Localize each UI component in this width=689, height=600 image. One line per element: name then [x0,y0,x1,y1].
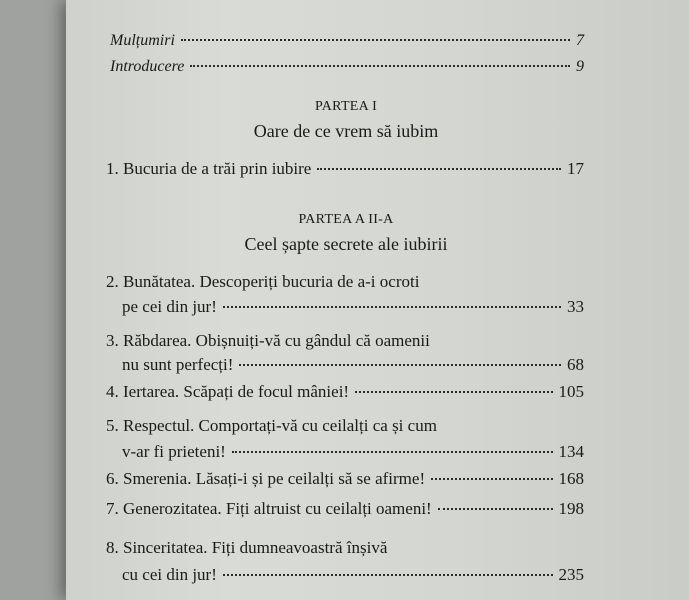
part-1-title: Oare de ce vrem să iubim [253,121,439,141]
toc-entry-title: 4. Iertarea. Scăpați de focul mâniei! [106,382,350,401]
dot-leader [355,391,552,393]
toc-entry-chapter-7 [106,499,584,519]
toc-entry-title: pe cei din jur! [122,297,217,316]
dot-leader [239,364,561,366]
toc-entry-page: 134 [558,442,584,461]
toc-entry-page: 235 [558,565,584,584]
toc-entry-chapter-3-line1: 3. Răbdarea. Obișnuiți-vă cu gândul că oamenii [106,331,430,350]
toc-entry-title: v-ar fi prieteni! [122,442,226,461]
dot-leader [190,65,570,67]
toc-entry-multumiri [110,32,584,50]
part-2-label: PARTEA A II-A [298,212,394,227]
toc-entry-chapter-5 [122,442,584,462]
toc-entry-page: 33 [567,297,584,316]
toc-entry-page: 17 [567,159,584,178]
toc-entry-page: 168 [558,469,584,488]
toc-entry-title: Introducere [110,58,185,75]
part-1-label: PARTEA I [314,99,378,114]
toc-entry-chapter-4 [106,382,584,402]
part-2-title: Ceel șapte secrete ale iubirii [244,234,448,254]
dot-leader [223,306,561,308]
toc-entry-chapter-2 [122,297,584,317]
toc-entry-title: nu sunt perfecți! [122,355,234,374]
dot-leader [232,451,553,453]
dot-leader [438,508,553,510]
toc-entry-title: 6. Smerenia. Lăsați-i și pe ceilalți să se afirme! [106,469,426,488]
toc-entry-page: 7 [576,32,584,49]
toc-entry-page: 198 [558,499,584,518]
dot-leader [317,168,561,170]
dot-leader [181,39,570,41]
toc-entry-chapter-6 [106,469,584,489]
toc-entry-chapter-2-line1: 2. Bunătatea. Descoperiți bucuria de a-i ocroti [106,272,420,291]
toc-entry-page: 68 [567,355,584,374]
toc-entry-chapter-8 [122,565,584,585]
toc-entry-page: 105 [558,382,584,401]
toc-entry-chapter-8-line1: 8. Sinceritatea. Fiți dumneavoastră înșivă [106,538,388,557]
toc-entry-chapter-1 [106,159,584,179]
dot-leader [431,478,552,480]
toc-entry-chapter-5-line1: 5. Respectul. Comportați-vă cu ceilalți ca și cum [106,416,437,435]
toc-entry-title: 7. Generozitatea. Fiți altruist cu ceilalți oameni! [106,499,432,518]
toc-entry-page: 9 [576,58,584,75]
toc-entry-title: 1. Bucuria de a trăi prin iubire [106,159,312,178]
dot-leader [223,574,553,576]
toc-entry-title: cu cei din jur! [122,565,217,584]
toc-entry-title: Mulțumiri [110,32,175,49]
toc-entry-introducere [110,58,584,76]
toc-entry-chapter-3 [122,355,584,375]
